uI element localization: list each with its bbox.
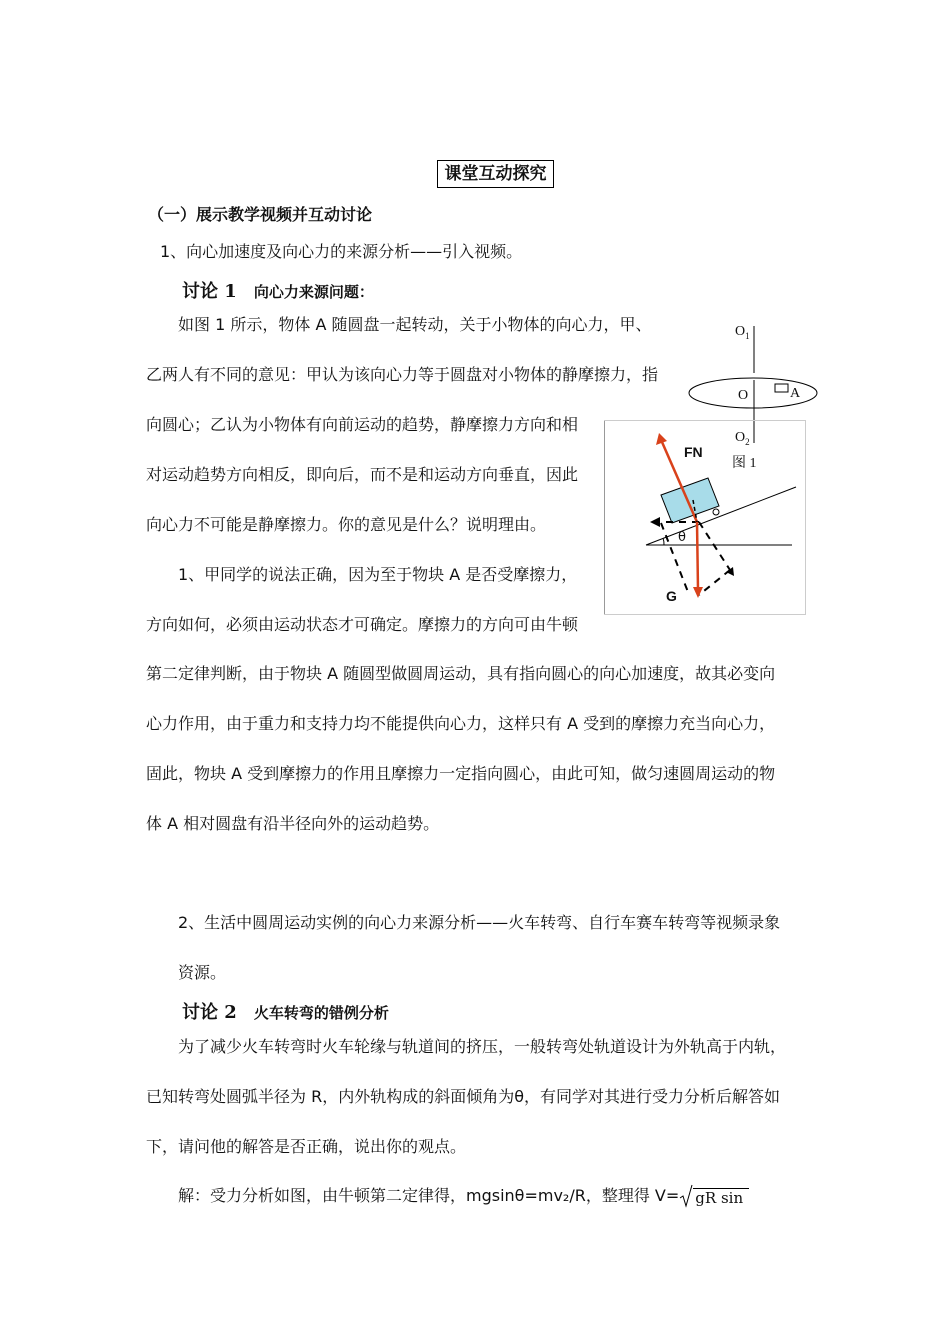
para2-line: 已知转弯处圆弧半径为 R，内外轨构成的斜面倾角为θ，有同学对其进行受力分析后解答如 bbox=[146, 1087, 780, 1106]
para1-line: 对运动趋势方向相反，即向后，而不是和运动方向垂直，因此 bbox=[146, 465, 579, 484]
o1-label: $O_1$ bbox=[735, 324, 750, 341]
answer1-line: 体 A 相对圆盘有沿半径向外的运动趋势。 bbox=[146, 814, 440, 833]
section-heading: （一）展示教学视频并互动讨论 bbox=[148, 205, 373, 224]
g-label: G bbox=[666, 588, 677, 604]
figure-2-drawing bbox=[604, 420, 806, 615]
discussion-1-label: 讨论 1 bbox=[182, 281, 237, 302]
discussion-2-label: 讨论 2 bbox=[182, 1002, 237, 1023]
answer1-line: 1、甲同学的说法正确，因为至于物块 A 是否受摩擦力， bbox=[178, 565, 578, 584]
discussion-1-topic: 向心力来源问题： bbox=[253, 283, 374, 301]
sqrt-icon bbox=[679, 1184, 693, 1208]
block-on-incline bbox=[661, 478, 719, 523]
para1-line: 向圆心；乙认为小物体有向前运动的趋势，静摩擦力方向和相 bbox=[146, 415, 579, 434]
sqrt-content: gR sin bbox=[693, 1188, 749, 1207]
page-title: 课堂互动探究 bbox=[437, 160, 554, 188]
item2-line: 资源。 bbox=[178, 963, 227, 982]
answer1-line: 心力作用，由于重力和支持力均不能提供向心力，这样只有 A 受到的摩擦力充当向心力， bbox=[146, 714, 776, 733]
para1-line: 向心力不可能是静摩擦力。你的意见是什么？说明理由。 bbox=[146, 515, 547, 534]
solution-text: 解：受力分析如图，由牛顿第二定律得，mgsinθ=mv₂/R，整理得 V= bbox=[178, 1186, 680, 1205]
discussion-2-topic: 火车转弯的错例分析 bbox=[253, 1004, 389, 1022]
figure-2 bbox=[604, 420, 806, 615]
figure-1-caption: 图 1 bbox=[732, 456, 757, 471]
theta-label: θ bbox=[678, 530, 686, 545]
block-a bbox=[775, 384, 788, 392]
discussion-1-heading bbox=[182, 277, 374, 303]
o-label: O bbox=[738, 388, 749, 403]
solution-line bbox=[178, 1183, 749, 1208]
para1-line: 乙两人有不同的意见：甲认为该向心力等于圆盘对小物体的静摩擦力，指 bbox=[146, 365, 659, 384]
answer1-line: 固此，物块 A 受到摩擦力的作用且摩擦力一定指向圆心，由此可知，做匀速圆周运动的物 bbox=[146, 764, 776, 783]
item-1: 1、向心加速度及向心力的来源分析——引入视频。 bbox=[160, 242, 523, 261]
para1-line: 如图 1 所示，物体 A 随圆盘一起转动，关于小物体的向心力，甲、 bbox=[178, 315, 652, 334]
sqrt-expression bbox=[679, 1184, 749, 1208]
para2-line: 下，请问他的解答是否正确，说出你的观点。 bbox=[146, 1137, 467, 1156]
a-label: A bbox=[790, 386, 801, 401]
discussion-2-heading bbox=[182, 998, 389, 1024]
para2-line: 为了减少火车转弯时火车轮缘与轨道间的挤压，一般转弯处轨道设计为外轨高于内轨， bbox=[178, 1037, 787, 1056]
answer1-line: 方向如何，必须由运动状态才可确定。摩擦力的方向可由牛顿 bbox=[146, 615, 579, 634]
fn-label: FN bbox=[684, 444, 703, 460]
o2-label: $O_2$ bbox=[735, 430, 750, 447]
item2-line: 2、生活中圆周运动实例的向心力来源分析——火车转弯、自行车赛车转弯等视频录象 bbox=[178, 913, 781, 932]
answer1-line: 第二定律判断，由于物块 A 随圆型做圆周运动，具有指向圆心的向心加速度，故其必变向 bbox=[146, 664, 776, 683]
